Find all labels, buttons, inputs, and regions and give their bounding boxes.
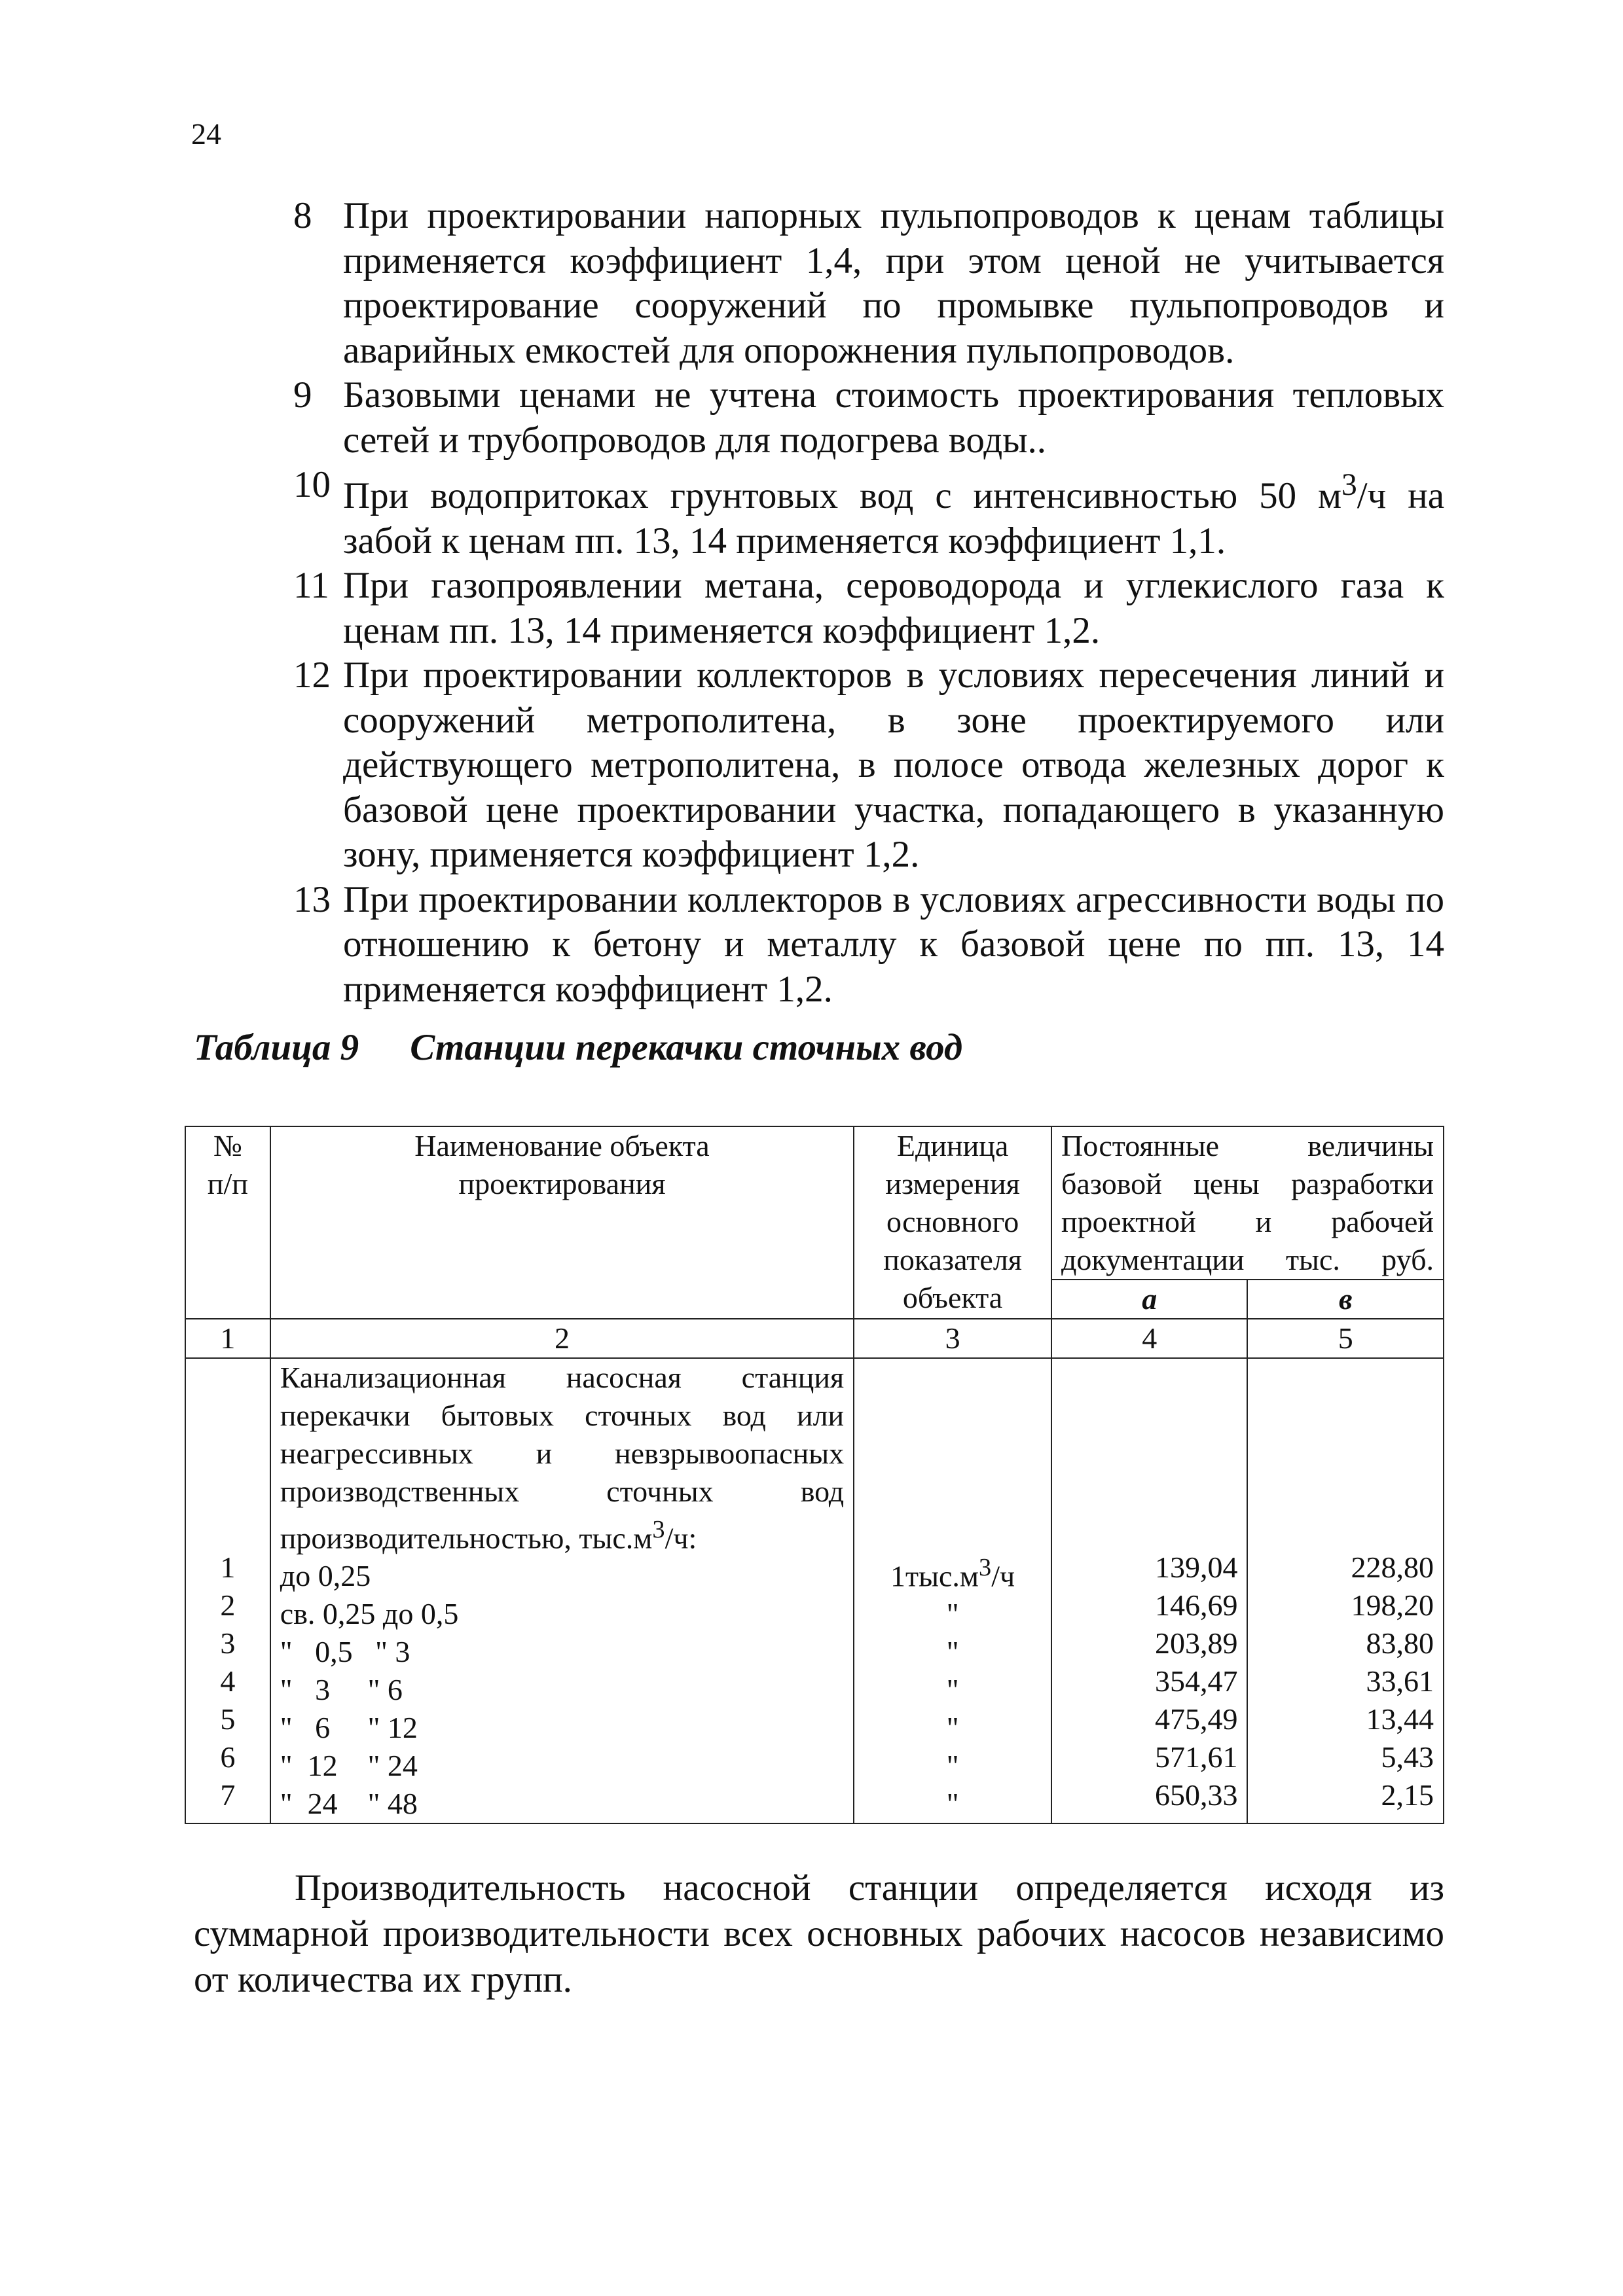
row-name: до 0,25: [280, 1559, 371, 1593]
row-number: 4: [220, 1664, 236, 1698]
note-number: 12: [293, 655, 331, 696]
row-unit: ": [946, 1711, 959, 1745]
row-name: " 6 " 12: [280, 1711, 418, 1745]
row-value-a: 146,69: [1154, 1588, 1238, 1622]
row-units-cell: [854, 1358, 1051, 1823]
row-value-b: 83,80: [1366, 1626, 1434, 1660]
note-item: [293, 194, 1444, 373]
row-unit-main: [864, 1549, 1042, 1595]
row-number: 5: [220, 1702, 236, 1736]
price-table: [185, 1126, 1444, 1824]
row-unit: ": [946, 1597, 959, 1631]
group-text: Канализационная насосная станция перекачки бытовых сточных вод или неагрессивных и невзрывоопасных производственных сточных вод производительностью, тыс.м: [280, 1361, 845, 1555]
row-name: " 3 " 6: [280, 1673, 403, 1707]
note-item: [293, 653, 1444, 878]
row-value-b: 33,61: [1366, 1664, 1434, 1698]
row-value-b: 2,15: [1381, 1778, 1434, 1812]
row-value-a: 475,49: [1154, 1702, 1238, 1736]
note-item: [293, 878, 1444, 1013]
note-number: 10: [293, 464, 331, 505]
note-text: /ч на забой к ценам пп. 13, 14 применяется коэффициент 1,1.: [343, 475, 1445, 562]
note-text: При проектировании коллекторов в условиях пересечения линий и сооружений метрополитена, в зоне проектируемого или действующего метрополитена, в полосе отвода железных дорог к базовой цене проектировании участка, попадающего в указанную зону, применяется коэффициент 1,2.: [343, 655, 1444, 875]
note-superscript: 3: [1341, 468, 1357, 502]
column-number: 2: [270, 1319, 854, 1358]
header-unit-cell: Единица измерения основного показателя объекта: [854, 1126, 1051, 1319]
table-header-row: [185, 1126, 1444, 1280]
note-text: Базовыми ценами не учтена стоимость проектирования тепловых сетей и трубопроводов для подогрева воды..: [343, 374, 1444, 461]
page-number: 24: [191, 117, 221, 151]
header-price-cell: Постоянные величины базовой цены разработки проектной и рабочей документации тыс. руб.: [1051, 1126, 1444, 1280]
row-value-a: 203,89: [1154, 1626, 1238, 1660]
row-name: " 0,5 " 3: [280, 1635, 410, 1669]
header-num-cell: [185, 1126, 270, 1319]
note-text: При проектировании коллекторов в условиях агрессивности воды по отношению к бетону и металлу к базовой цене по пп. 13, 14 применяется коэффициент 1,2.: [343, 878, 1444, 1010]
row-number: 7: [220, 1778, 236, 1812]
row-unit: ": [946, 1787, 959, 1821]
row-number: 1: [220, 1551, 236, 1584]
note-item: [293, 564, 1444, 653]
group-description: [280, 1359, 844, 1557]
row-name: " 12 " 24: [280, 1749, 418, 1783]
group-text: /ч:: [665, 1521, 697, 1555]
notes-list: [293, 194, 1444, 1012]
header-num-sign: №: [213, 1129, 242, 1162]
column-number: 4: [1051, 1319, 1248, 1358]
row-unit: ": [946, 1635, 959, 1669]
note-number: 11: [293, 565, 329, 606]
column-number: 1: [185, 1319, 270, 1358]
row-number: 2: [220, 1588, 236, 1622]
row-names-cell: [270, 1358, 854, 1823]
table-caption-title: Станции перекачки сточных вод: [410, 1027, 963, 1068]
column-number: 5: [1247, 1319, 1444, 1358]
closing-paragraph: Производительность насосной станции определяется исходя из суммарной производительности всех основных рабочих насосов независимо от количества их групп.: [194, 1867, 1444, 2000]
header-sub-b: в: [1247, 1280, 1444, 1319]
table-body-row: [185, 1358, 1444, 1823]
row-value-a: 139,04: [1154, 1551, 1238, 1584]
unit-text: 1тыс.м: [890, 1559, 979, 1593]
note-text: При газопроявлении метана, сероводорода и углекислого газа к ценам пп. 13, 14 применяется коэффициент 1,2.: [343, 565, 1444, 651]
column-number-row: [185, 1319, 1444, 1358]
header-sub-a: а: [1051, 1280, 1248, 1319]
row-value-b: 5,43: [1381, 1740, 1434, 1774]
row-values-a-cell: [1051, 1358, 1248, 1823]
header-name-cell: Наименование объекта проектирования: [270, 1126, 854, 1319]
unit-superscript: 3: [979, 1554, 992, 1581]
row-value-b: 228,80: [1351, 1551, 1434, 1584]
row-value-a: 354,47: [1154, 1664, 1238, 1698]
row-value-a: 571,61: [1154, 1740, 1238, 1774]
row-value-b: 198,20: [1351, 1588, 1434, 1622]
row-name: " 24 " 48: [280, 1787, 418, 1821]
header-num-abbr: п/п: [207, 1167, 248, 1200]
group-superscript: 3: [652, 1516, 665, 1543]
note-item: [293, 463, 1444, 564]
note-number: 9: [293, 374, 312, 416]
note-number: 13: [293, 878, 331, 920]
column-number: 3: [854, 1319, 1051, 1358]
table-caption-label: Таблица 9: [194, 1027, 359, 1068]
row-values-b-cell: [1247, 1358, 1444, 1823]
row-number: 3: [220, 1626, 236, 1660]
row-unit: ": [946, 1749, 959, 1783]
row-name: св. 0,25 до 0,5: [280, 1597, 459, 1631]
row-value-a: 650,33: [1154, 1778, 1238, 1812]
row-number: 6: [220, 1740, 236, 1774]
row-unit: ": [946, 1673, 959, 1707]
row-numbers-cell: [185, 1358, 270, 1823]
row-value-b: 13,44: [1366, 1702, 1434, 1736]
table-caption: [194, 1026, 962, 1069]
note-item: [293, 373, 1444, 463]
note-text: При водопритоках грунтовых вод с интенсивностью 50 м: [343, 475, 1342, 516]
note-text: При проектировании напорных пульпопроводов к ценам таблицы применяется коэффициент 1,4, при этом ценой не учитывается проектирование сооружений по промывке пульпопроводов и аварийных емкостей для опорожнения пульпопроводов.: [343, 195, 1444, 371]
unit-text: /ч: [991, 1559, 1015, 1593]
note-number: 8: [293, 195, 312, 236]
